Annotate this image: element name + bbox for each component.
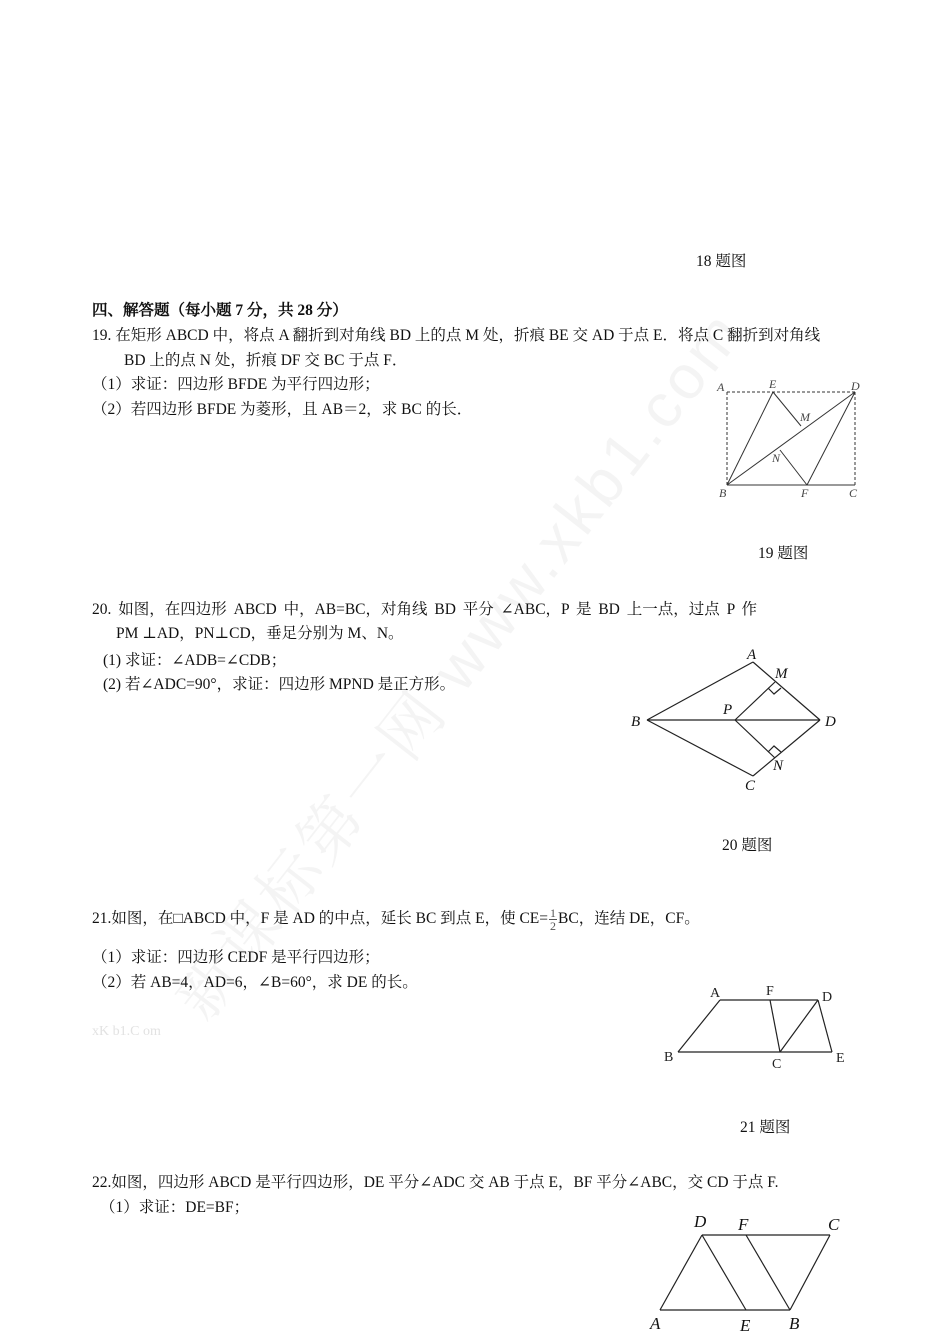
q19-part2: （2）若四边形 BFDE 为菱形，且 AB＝2，求 BC 的长． [92,401,473,418]
caption-fig18: 18 题图 [696,253,747,270]
q19-label-e: E [769,377,777,391]
q21-label-a: A [710,986,721,1001]
q22-label-d: D [694,1212,707,1231]
q21-part2: （2）若 AB=4，AD=6，∠B=60°，求 DE 的长。 [92,974,418,991]
q20-stem-line1: 20. 如图，在四边形 ABCD 中，AB=BC，对角线 BD 平分 ∠ABC，P 是 BD 上一点，过点 P 作 [92,601,758,618]
q20-part2: (2) 若∠ADC=90°，求证：四边形 MPND 是正方形。 [103,676,456,693]
q22-label-a: A [650,1314,661,1333]
section-title: 四、解答题（每小题 7 分，共 28 分） [92,302,348,319]
q19-crease-be [727,392,773,485]
q20-edge-cd [753,720,820,776]
q20-right-angle-m [768,688,781,694]
q21-stem-part-a: 21.如图，在□ABCD 中，F 是 AD 的中点，延长 BC 到点 E，使 CE= [92,910,549,927]
caption-fig19: 19 题图 [758,545,809,562]
q19-label-b: B [719,486,727,500]
q22-segment-de [702,1235,746,1310]
q22-stem-line1: 22.如图，四边形 ABCD 是平行四边形，DE 平分∠ADC 交 AB 于点 E，BF 平分∠ABC，交 CD 于点 F. [92,1174,779,1191]
q20-edge-bc [647,720,753,776]
q20-figure [625,642,850,797]
q19-label-m: M [800,410,810,424]
q20-label-p: P [723,702,733,718]
q19-label-a: A [717,380,725,394]
q22-part1: （1）求证：DE=BF； [100,1199,250,1216]
q21-frac-den: 2 [550,918,557,933]
q22-label-c: C [828,1215,840,1234]
q21-label-b: B [664,1050,674,1065]
q21-stem-part-b: BC，连结 DE，CF。 [558,910,700,927]
q22-edge-ad [660,1235,702,1310]
q20-label-d: D [825,714,836,730]
q21-figure [660,980,855,1075]
q21-label-d: D [822,990,833,1005]
q22-figure [640,1210,855,1344]
caption-fig20: 20 题图 [722,837,773,854]
caption-fig21: 21 题图 [740,1119,791,1136]
q19-segment-fn [780,450,807,485]
q22-label-f: F [738,1215,749,1234]
q20-label-c: C [745,778,756,794]
q20-right-angle-n [768,746,781,752]
q22-edge-bc [790,1235,830,1310]
q19-diagonal-bd [727,392,855,485]
q19-label-f: F [801,486,809,500]
q20-label-b: B [631,714,641,730]
q21-fraction [549,907,557,932]
q19-label-n: N [772,451,781,465]
q21-label-f: F [766,984,774,999]
q19-figure [705,372,875,507]
q20-label-n: N [773,758,784,774]
q20-label-m: M [775,666,788,682]
q20-label-a: A [747,647,757,663]
q19-label-c: C [849,486,858,500]
q22-label-b: B [789,1314,800,1333]
q19-label-d: D [851,379,860,393]
q21-label-e: E [836,1051,845,1066]
q20-segment-pm [735,682,775,720]
q21-segment-dc [780,1000,818,1052]
q20-stem-line2: PM ⊥AD，PN⊥CD，垂足分别为 M、N。 [116,625,404,642]
q19-stem-line1: 19. 在矩形 ABCD 中，将点 A 翻折到对角线 BD 上的点 M 处，折痕 BE 交 AD 于点 E．将点 C 翻折到对角线 [92,327,821,344]
q22-label-e: E [740,1316,751,1335]
q21-segment-fc [770,1000,780,1052]
q21-edge-ab [678,1000,720,1052]
q21-stem-line1 [92,906,700,932]
q19-part1: （1）求证：四边形 BFDE 为平行四边形； [92,376,380,393]
q22-segment-bf [746,1235,790,1310]
q20-part1: (1) 求证：∠ADB=∠CDB； [103,652,287,669]
q19-stem-line2: BD 上的点 N 处，折痕 DF 交 BC 于点 F． [124,352,408,369]
q21-frac-num: 1 [550,905,557,920]
q21-edge-de [818,1000,832,1052]
q19-crease-df [807,392,855,485]
q20-segment-pn [735,720,775,758]
q19-segment-em [773,392,801,426]
q21-ghost-text: xK b1.C om [92,1024,161,1039]
q21-part1: （1）求证：四边形 CEDF 是平行四边形； [92,949,380,966]
q21-label-c: C [772,1057,782,1072]
q20-edge-ba [647,662,753,720]
